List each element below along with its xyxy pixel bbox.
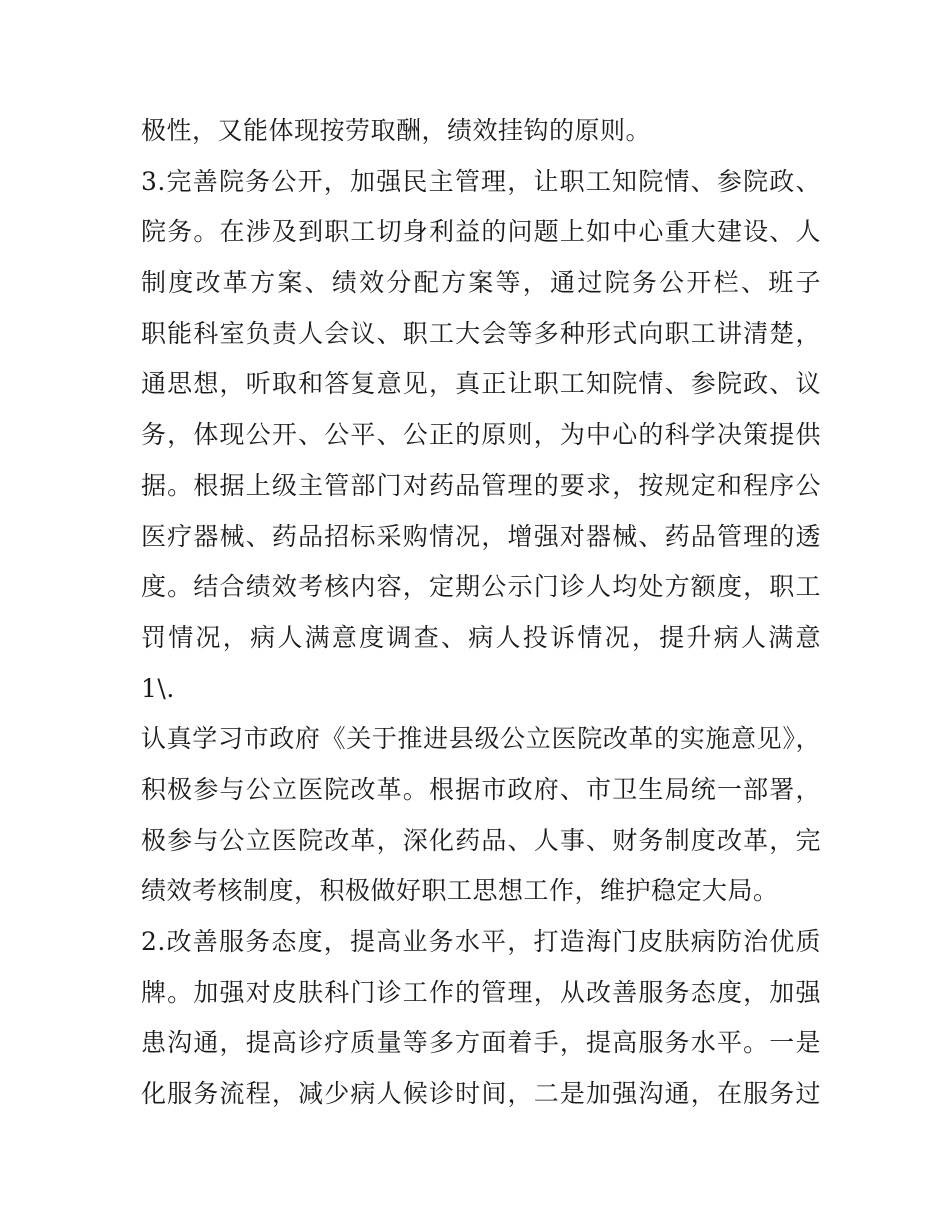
text-line: 3.完善院务公开，加强民主管理，让职工知院情、参院政、: [141, 166, 821, 196]
text-line: 务，体现公开、公平、公正的原则，为中心的科学决策提供: [141, 420, 821, 450]
text-line: 罚情况，病人满意度调查、病人投诉情况，提升病人满意: [141, 622, 821, 652]
text-line: 度。结合绩效考核内容，定期公示门诊人均处方额度，职工: [141, 572, 821, 602]
text-line: 院务。在涉及到职工切身利益的问题上如中心重大建设、人: [141, 217, 821, 247]
text-line: 极参与公立医院改革，深化药品、人事、财务制度改革，完: [141, 825, 821, 855]
body-text: [141, 106, 821, 1120]
text-line: 据。根据上级主管部门对药品管理的要求，按规定和程序公: [141, 470, 821, 500]
text-line: 1\.: [141, 673, 175, 703]
text-line: 患沟通，提高诊疗质量等多方面着手，提高服务水平。一是: [141, 1028, 821, 1058]
text-line: 化服务流程，减少病人候诊时间，二是加强沟通，在服务过: [141, 1079, 821, 1109]
text-line: 牌。加强对皮肤科门诊工作的管理，从改善服务态度，加强: [141, 977, 821, 1007]
text-line: 制度改革方案、绩效分配方案等，通过院务公开栏、班子: [141, 268, 821, 298]
text-line: 通思想，听取和答复意见，真正让职工知院情、参院政、议: [141, 369, 821, 399]
text-line: 2.改善服务态度，提高业务水平，打造海门皮肤病防治优质: [141, 927, 821, 956]
text-line: 认真学习市政府《关于推进县级公立医院改革的实施意见》，: [141, 724, 821, 754]
text-line: 积极参与公立医院改革。根据市政府、市卫生局统一部署，: [141, 774, 821, 804]
text-line: 绩效考核制度，积极做好职工思想工作，维护稳定大局。: [141, 876, 779, 906]
text-line: 极性，又能体现按劳取酬，绩效挂钩的原则。: [141, 116, 652, 145]
text-line: 医疗器械、药品招标采购情况，增强对器械、药品管理的透: [141, 521, 821, 551]
text-line: 职能科室负责人会议、职工大会等多种形式向职工讲清楚，: [141, 318, 821, 348]
